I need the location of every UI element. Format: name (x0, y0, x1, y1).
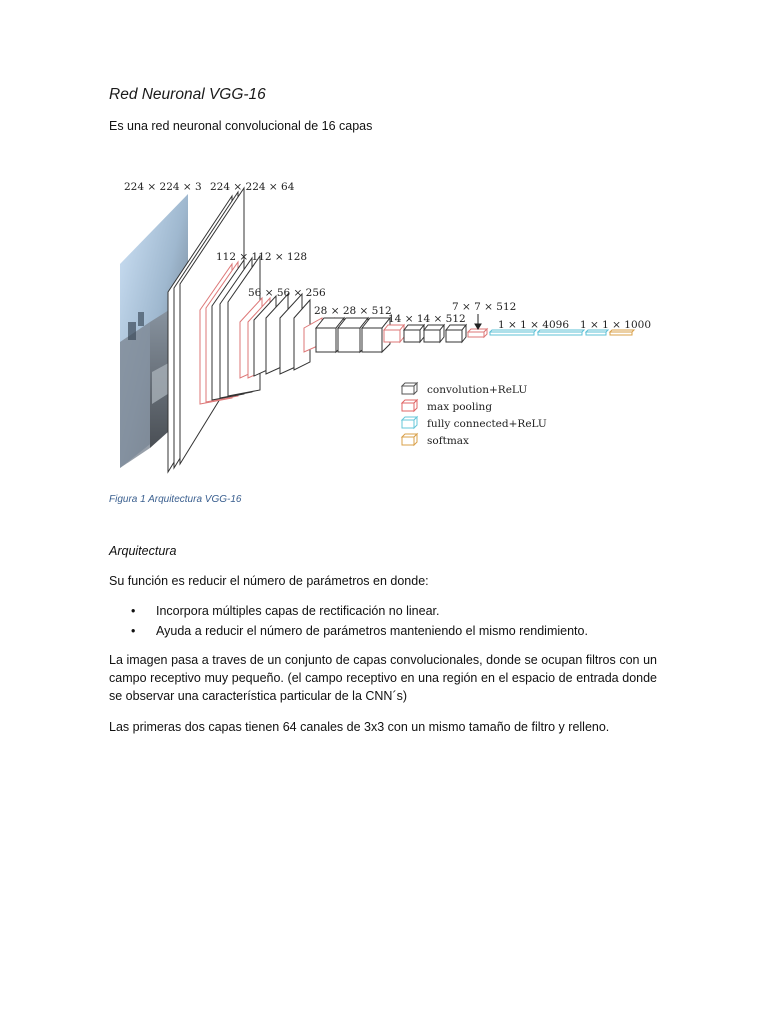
document-subtitle: Es una red neuronal convolucional de 16 capas (109, 119, 373, 133)
pool5-arrow (475, 314, 481, 329)
legend-label-pool: max pooling (427, 401, 493, 413)
legend-item-pool (402, 400, 492, 413)
legend-item-conv (402, 383, 527, 396)
legend-label-fc: fully connected+ReLU (427, 418, 547, 430)
vgg16-diagram (110, 172, 655, 482)
section-heading: Arquitectura (109, 544, 177, 558)
legend-item-softmax (402, 434, 469, 447)
list-item (109, 621, 657, 641)
pool5-layer (468, 329, 487, 337)
legend-label-conv: convolution+ReLU (427, 384, 528, 396)
label-block3: 56 × 56 × 256 (248, 287, 326, 299)
label-pool5: 7 × 7 × 512 (452, 301, 517, 313)
figure-caption: Figura 1 Arquitectura VGG-16 (109, 494, 242, 505)
label-block1: 224 × 224 × 64 (210, 181, 295, 193)
intro-paragraph: Su función es reducir el número de parámetros en donde: (109, 574, 429, 588)
legend (402, 383, 547, 447)
label-fc1: 1 × 1 × 4096 (498, 319, 570, 331)
block4-layers (304, 318, 390, 352)
label-input: 224 × 224 × 3 (124, 181, 202, 193)
label-block5: 14 × 14 × 512 (388, 313, 466, 325)
legend-label-softmax: softmax (427, 435, 469, 447)
vgg16-figure (110, 172, 655, 482)
bullet-list (109, 601, 657, 641)
document-title: Red Neuronal VGG-16 (109, 86, 266, 103)
block5-layers (384, 325, 466, 342)
bullet-icon: • (131, 624, 136, 638)
bullet-text: Incorpora múltiples capas de rectificación no linear. (156, 604, 440, 618)
list-item (109, 601, 657, 621)
bullet-icon: • (131, 604, 136, 618)
label-block2: 112 × 112 × 128 (216, 251, 308, 263)
label-block4: 28 × 28 × 512 (314, 305, 392, 317)
bullet-text: Ayuda a reducir el número de parámetros manteniendo el mismo rendimiento. (156, 624, 588, 638)
body-paragraph-1: La imagen pasa a traves de un conjunto de capas convolucionales, donde se ocupan filtros con un campo receptivo muy pequeño. (el campo receptivo en una región en el espacio de entrada donde se observar una característica particular de la CNN´s) (109, 653, 657, 703)
label-fc3: 1 × 1 × 1000 (580, 319, 652, 331)
body-paragraph-2: Las primeras dos capas tienen 64 canales de 3x3 con un mismo tamaño de filtro y relleno. (109, 720, 610, 734)
legend-item-fc (402, 417, 547, 430)
